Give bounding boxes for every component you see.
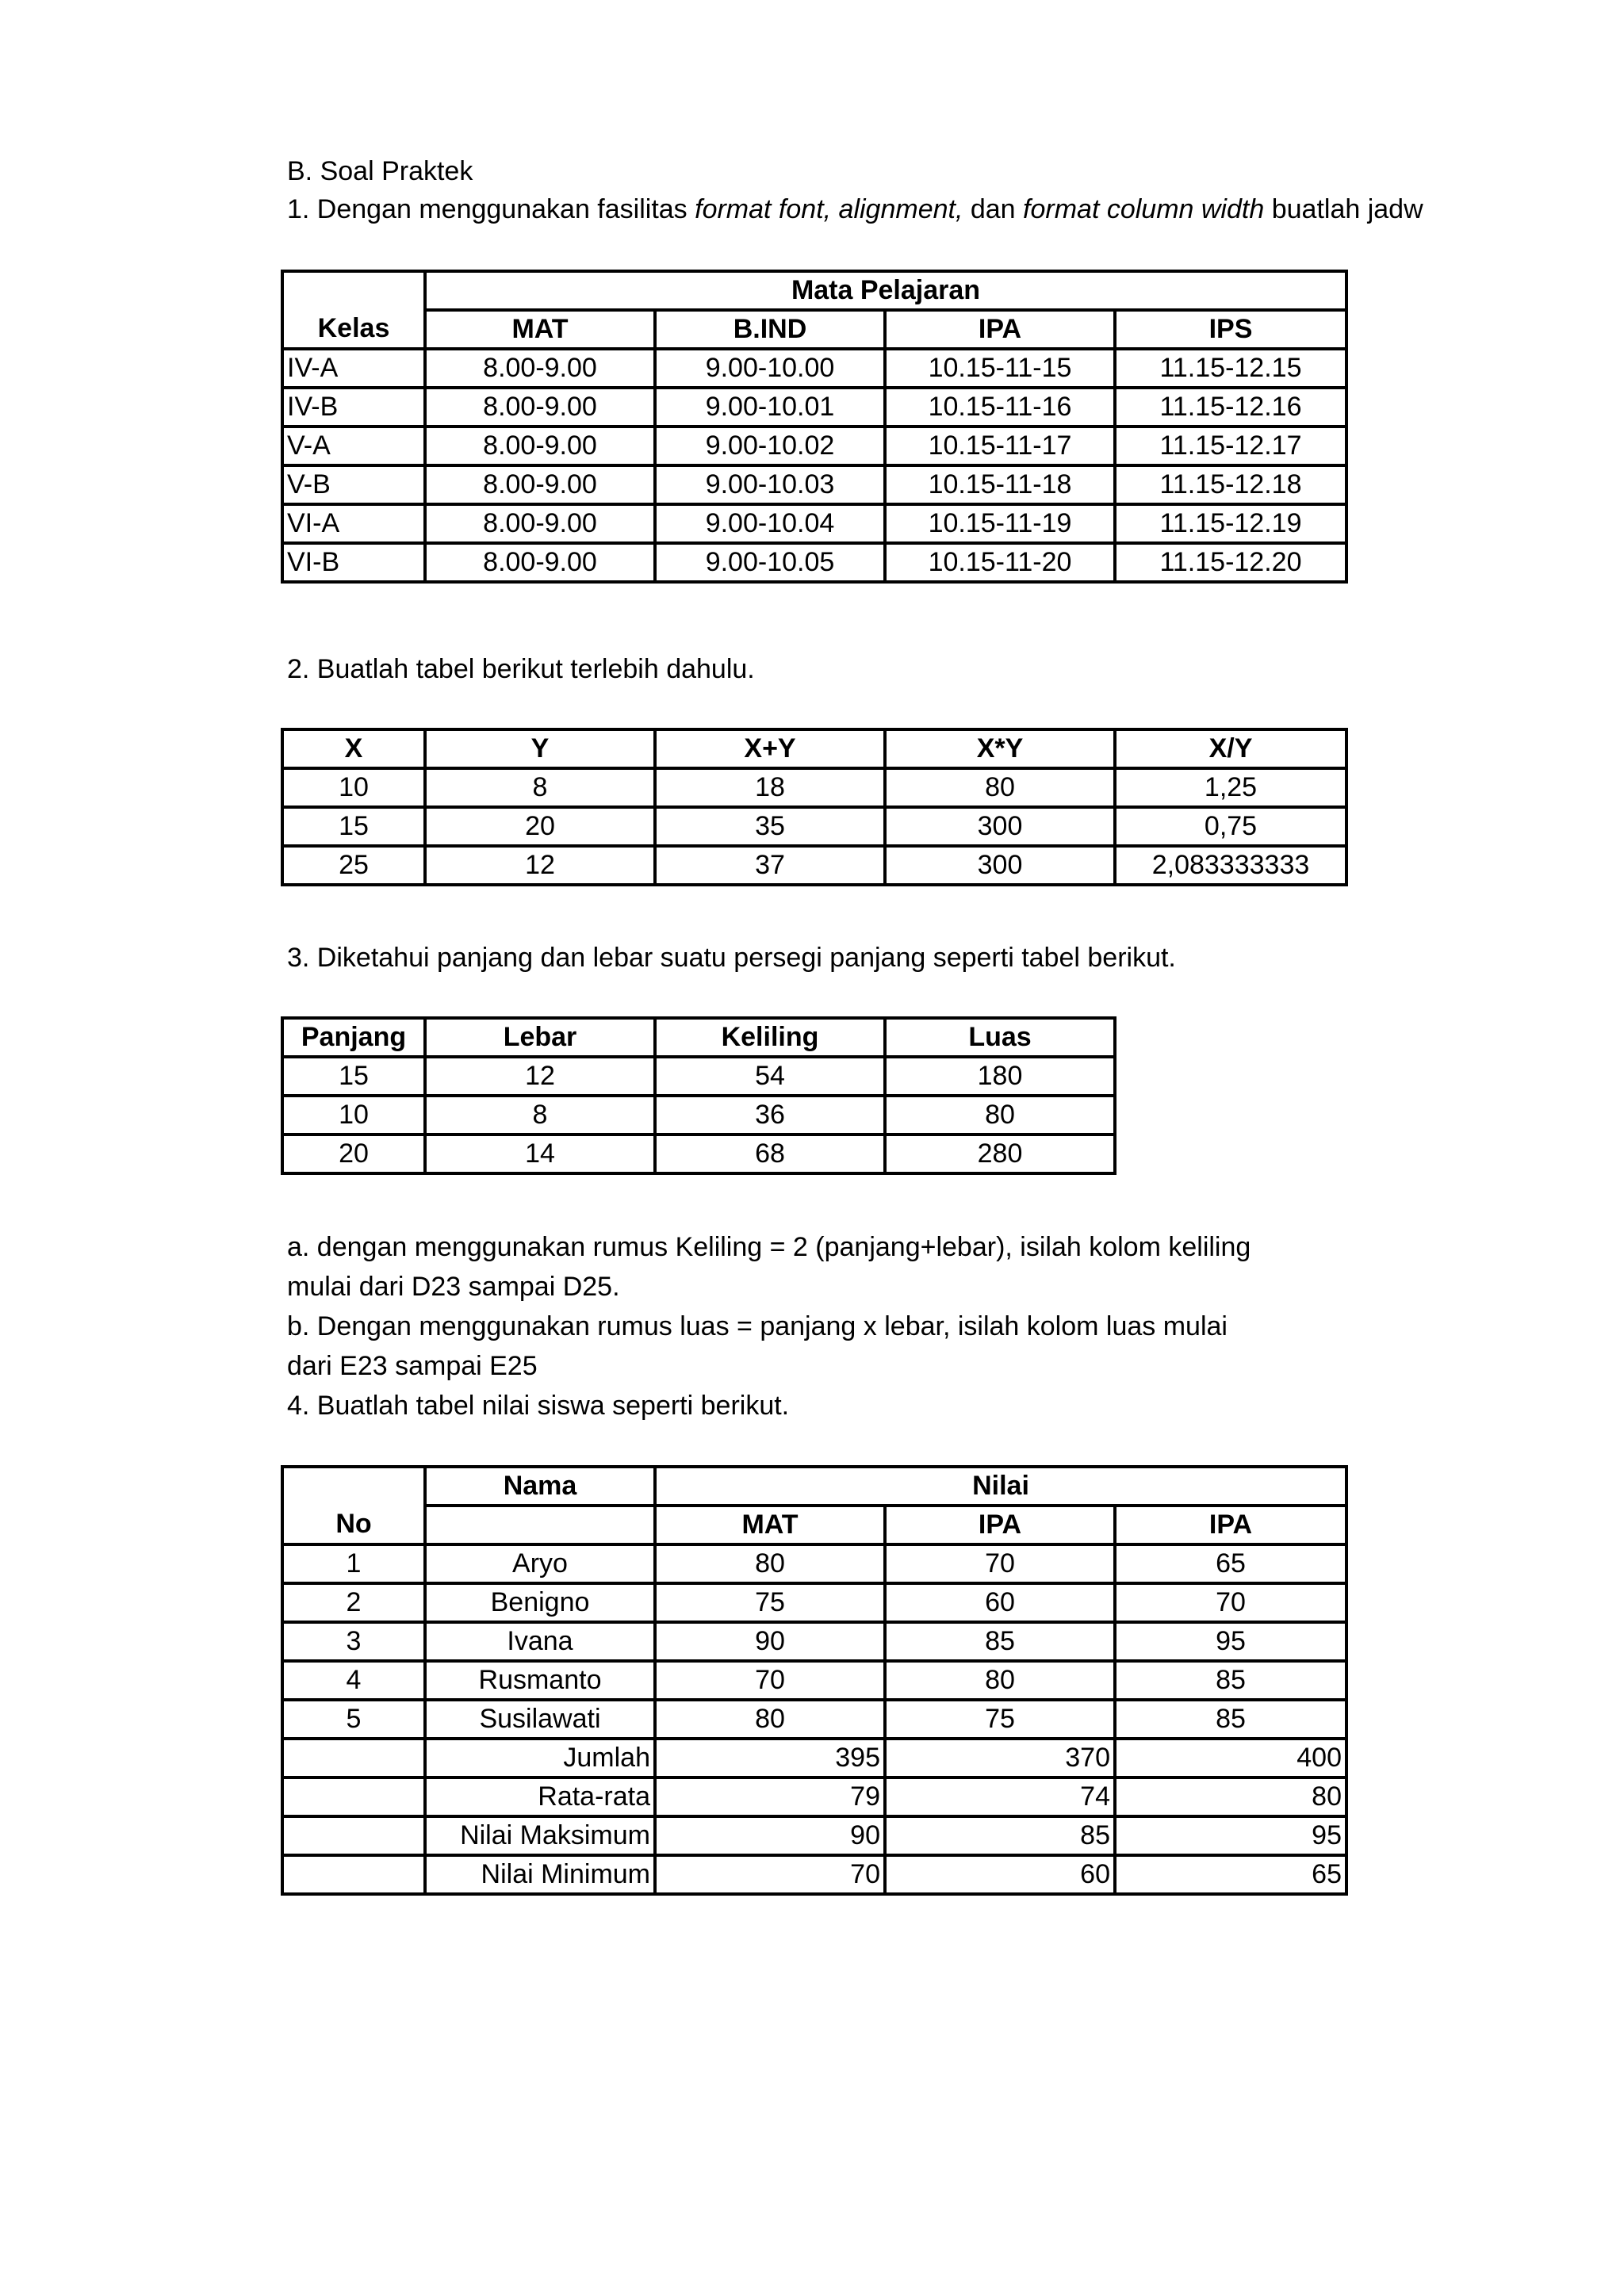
table-row [282,1700,1346,1739]
cell: 2,083333333 [1115,846,1346,885]
table-row [282,1018,1115,1057]
table-row [282,1622,1346,1661]
cell: 11.15-12.18 [1115,465,1346,504]
question-1-text: 1. Dengan menggunakan fasilitas [287,194,695,224]
cell: 85 [1115,1700,1346,1739]
cell: 70 [885,1544,1115,1583]
table-row [282,807,1346,846]
cell: 85 [885,1622,1115,1661]
empty-cell [282,1777,425,1816]
cell: 11.15-12.15 [1115,349,1346,388]
summary-label: Jumlah [425,1739,655,1777]
header-subject: IPA [885,310,1115,349]
header-cell: Luas [885,1018,1115,1057]
header-cell: Lebar [425,1018,655,1057]
cell: 11.15-12.20 [1115,543,1346,582]
cell: 8 [425,768,655,807]
header-no: No [282,1467,425,1544]
cell: 75 [885,1700,1115,1739]
cell: 300 [885,807,1115,846]
cell: 90 [655,1622,885,1661]
header-subject: B.IND [655,310,885,349]
header-cell: Y [425,729,655,768]
summary-value: 400 [1115,1739,1346,1777]
question-1-text: dan [963,194,1024,224]
table-row [282,846,1346,885]
table-row [282,310,1346,349]
cell: 11.15-12.19 [1115,504,1346,543]
cell: 10.15-11-15 [885,349,1115,388]
summary-row [282,1855,1346,1894]
table-row [282,1057,1115,1096]
cell: 12 [425,1057,655,1096]
cell: VI-A [282,504,425,543]
cell: 60 [885,1583,1115,1622]
xy-table [281,728,1348,886]
cell: 36 [655,1096,885,1135]
header-subject: IPS [1115,310,1346,349]
cell: 80 [655,1544,885,1583]
cell: Benigno [425,1583,655,1622]
cell: 80 [885,768,1115,807]
question-4: 4. Buatlah tabel nilai siswa seperti berikut. [287,1391,790,1421]
question-3: 3. Diketahui panjang dan lebar suatu persegi panjang seperti tabel berikut. [287,943,1176,973]
header-nama: Nama [425,1467,655,1506]
summary-label: Nilai Maksimum [425,1816,655,1855]
summary-value: 74 [885,1777,1115,1816]
question-1-italic: format font, alignment, [695,194,963,224]
cell: 8.00-9.00 [425,388,655,427]
note-line: a. dengan menggunakan rumus Keliling = 2 (panjang+lebar), isilah kolom keliling [287,1232,1251,1262]
cell: 80 [885,1096,1115,1135]
cell: IV-B [282,388,425,427]
cell: 20 [282,1135,425,1173]
cell: 11.15-12.17 [1115,427,1346,465]
cell: 14 [425,1135,655,1173]
cell: 10 [282,768,425,807]
cell: 8.00-9.00 [425,349,655,388]
cell: VI-B [282,543,425,582]
note-line: dari E23 sampai E25 [287,1351,538,1381]
student-scores-table [281,1465,1348,1896]
cell: 2 [282,1583,425,1622]
cell: 9.00-10.00 [655,349,885,388]
summary-value: 90 [655,1816,885,1855]
note-line: b. Dengan menggunakan rumus luas = panjang x lebar, isilah kolom luas mulai [287,1311,1228,1341]
cell: 20 [425,807,655,846]
header-kelas: Kelas [282,271,425,349]
table-row [282,1661,1346,1700]
cell: 35 [655,807,885,846]
cell: 9.00-10.02 [655,427,885,465]
cell: 9.00-10.04 [655,504,885,543]
header-cell: Keliling [655,1018,885,1057]
table-row [282,1096,1115,1135]
cell: 37 [655,846,885,885]
cell: 9.00-10.01 [655,388,885,427]
cell: 3 [282,1622,425,1661]
cell: Rusmanto [425,1661,655,1700]
question-1 [287,192,1423,227]
cell: 75 [655,1583,885,1622]
cell: 68 [655,1135,885,1173]
cell: 9.00-10.05 [655,543,885,582]
summary-row [282,1777,1346,1816]
empty-cell [282,1816,425,1855]
cell: 80 [885,1661,1115,1700]
section-heading: B. Soal Praktek [287,156,473,186]
summary-value: 95 [1115,1816,1346,1855]
header-subject: MAT [655,1506,885,1544]
cell: 9.00-10.03 [655,465,885,504]
rectangle-table [281,1016,1116,1175]
empty-cell [282,1739,425,1777]
cell: 10.15-11-20 [885,543,1115,582]
summary-value: 70 [655,1855,885,1894]
header-cell: Panjang [282,1018,425,1057]
cell: 10.15-11-16 [885,388,1115,427]
cell: Susilawati [425,1700,655,1739]
cell: 8.00-9.00 [425,465,655,504]
cell: 280 [885,1135,1115,1173]
cell: 70 [1115,1583,1346,1622]
header-cell: X+Y [655,729,885,768]
cell: 0,75 [1115,807,1346,846]
note-line: mulai dari D23 sampai D25. [287,1272,620,1302]
table-row [282,1544,1346,1583]
summary-value: 60 [885,1855,1115,1894]
summary-value: 65 [1115,1855,1346,1894]
cell: Ivana [425,1622,655,1661]
schedule-table [281,270,1348,584]
cell: 1 [282,1544,425,1583]
cell: 10.15-11-17 [885,427,1115,465]
summary-row [282,1739,1346,1777]
table-row [282,768,1346,807]
header-cell: X [282,729,425,768]
header-cell: X*Y [885,729,1115,768]
cell: 15 [282,807,425,846]
cell: 8.00-9.00 [425,504,655,543]
header-subject: IPA [1115,1506,1346,1544]
table-row [282,349,1346,388]
summary-value: 80 [1115,1777,1346,1816]
cell: 10.15-11-19 [885,504,1115,543]
table-row [282,504,1346,543]
cell: 12 [425,846,655,885]
cell: 180 [885,1057,1115,1096]
cell: 10 [282,1096,425,1135]
table-row [282,543,1346,582]
cell: 8.00-9.00 [425,543,655,582]
table-row [282,427,1346,465]
cell: 1,25 [1115,768,1346,807]
table-row [282,729,1346,768]
cell: 300 [885,846,1115,885]
question-1-italic: format column width [1023,194,1265,224]
summary-label: Nilai Minimum [425,1855,655,1894]
summary-label: Rata-rata [425,1777,655,1816]
header-subject: MAT [425,310,655,349]
cell: 85 [1115,1661,1346,1700]
header-subject: IPA [885,1506,1115,1544]
header-cell: X/Y [1115,729,1346,768]
empty-cell [282,1855,425,1894]
header-nilai: Nilai [655,1467,1346,1506]
table-row [282,1135,1115,1173]
cell: 95 [1115,1622,1346,1661]
cell: 5 [282,1700,425,1739]
cell: 18 [655,768,885,807]
empty-cell [425,1506,655,1544]
cell: V-B [282,465,425,504]
summary-row [282,1816,1346,1855]
cell: V-A [282,427,425,465]
table-row [282,388,1346,427]
question-1-text: buatlah jadw [1264,194,1423,224]
cell: 15 [282,1057,425,1096]
summary-value: 85 [885,1816,1115,1855]
table-row [282,1467,1346,1506]
cell: 4 [282,1661,425,1700]
cell: 80 [655,1700,885,1739]
cell: 8.00-9.00 [425,427,655,465]
cell: Aryo [425,1544,655,1583]
summary-value: 395 [655,1739,885,1777]
cell: 8 [425,1096,655,1135]
header-mata-pelajaran: Mata Pelajaran [425,271,1346,310]
table-row [282,271,1346,310]
cell: 25 [282,846,425,885]
summary-value: 370 [885,1739,1115,1777]
cell: 11.15-12.16 [1115,388,1346,427]
table-row [282,1506,1346,1544]
cell: IV-A [282,349,425,388]
cell: 10.15-11-18 [885,465,1115,504]
table-row [282,1583,1346,1622]
cell: 54 [655,1057,885,1096]
summary-value: 79 [655,1777,885,1816]
cell: 65 [1115,1544,1346,1583]
question-2: 2. Buatlah tabel berikut terlebih dahulu. [287,654,755,684]
table-row [282,465,1346,504]
cell: 70 [655,1661,885,1700]
